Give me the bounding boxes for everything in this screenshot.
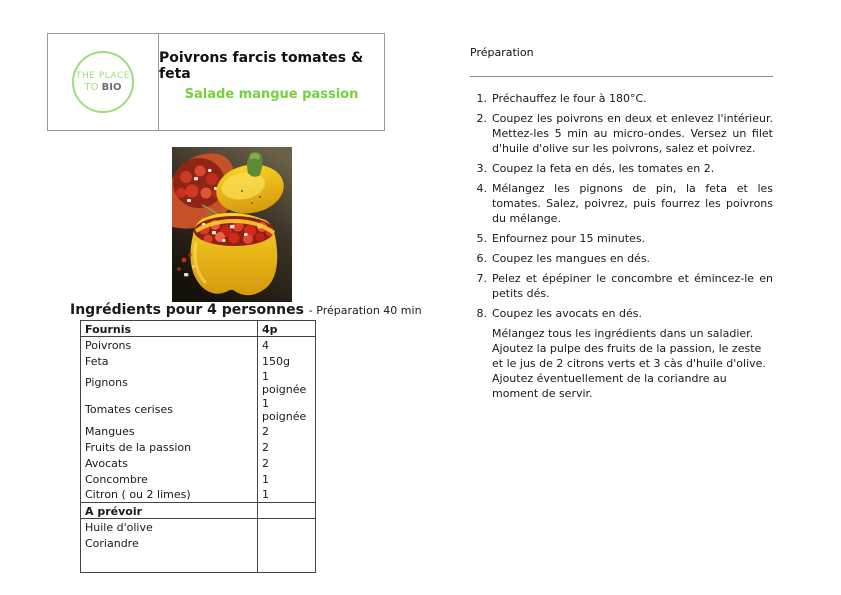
ingredients-heading xyxy=(70,302,422,318)
ingredient-name: Concombre xyxy=(81,471,258,487)
table-row xyxy=(81,423,316,439)
preparation-step xyxy=(470,91,773,106)
step-number: 7. xyxy=(476,272,487,285)
table-row xyxy=(81,471,316,487)
ingredients-table xyxy=(80,320,316,573)
ingredient-name: Fruits de la passion xyxy=(81,439,258,455)
step-number: 5. xyxy=(476,232,487,245)
preparation-closing-paragraph: Mélangez tous les ingrédients dans un saladier. Ajoutez la pulpe des fruits de la passion, le zeste et le jus de 2 citrons verts et 3 càs d'huile d'olive. Ajoutez éventuellement de la coriandre au moment de servir. xyxy=(492,327,766,400)
ingredients-heading-main: Ingrédients pour 4 personnes xyxy=(70,302,309,318)
ingredient-qty: 2 xyxy=(262,424,270,438)
ingredient-name: Avocats xyxy=(81,455,258,471)
section-header-qty xyxy=(258,503,316,519)
preparation-step xyxy=(470,161,773,176)
preparation-steps xyxy=(470,91,773,321)
preparation-step xyxy=(470,181,773,226)
ingredient-qty xyxy=(258,519,316,535)
section-header-name: A prévoir xyxy=(81,503,258,519)
step-text: Préchauffez le four à 180°C. xyxy=(492,92,647,105)
table-row xyxy=(81,353,316,369)
ingredient-qty: 2 xyxy=(262,440,270,454)
table-row xyxy=(81,396,316,423)
table-row xyxy=(81,519,316,535)
step-text: Enfournez pour 15 minutes. xyxy=(492,232,646,245)
step-number: 6. xyxy=(476,252,487,265)
logo-text-line2 xyxy=(84,82,121,93)
logo-text-line1: THE PLACE xyxy=(76,71,130,81)
preparation-divider xyxy=(470,76,773,77)
table-header-name: Fournis xyxy=(81,321,258,337)
the-place-to-bio-logo xyxy=(72,51,134,113)
step-number: 3. xyxy=(476,162,487,175)
step-text: Coupez les poivrons en deux et enlevez l'intérieur. Mettez-les 5 min au micro-ondes. Versez un filet d'huile d'olive sur les poivrons, salez et poivrez. xyxy=(492,112,773,155)
step-text: Coupez la feta en dés, les tomates en 2. xyxy=(492,162,715,175)
table-row xyxy=(81,535,316,551)
ingredient-qty: 1 xyxy=(262,488,270,502)
step-number: 8. xyxy=(476,307,487,320)
step-text: Mélangez les pignons de pin, la feta et les tomates. Salez, poivrez, puis fourrez les poivrons du mélange. xyxy=(492,182,773,225)
logo-text-to: TO xyxy=(84,82,99,93)
table-row xyxy=(81,337,316,353)
ingredient-qty: 1 poignée xyxy=(262,369,307,396)
ingredients-heading-suffix: - Préparation 40 min xyxy=(308,304,422,317)
ingredient-name: Pignons xyxy=(81,369,258,396)
table-row xyxy=(81,455,316,471)
preparation-heading: Préparation xyxy=(470,46,534,59)
preparation-step xyxy=(470,111,773,156)
table-row xyxy=(81,487,316,503)
step-number: 4. xyxy=(476,182,487,195)
table-row xyxy=(81,369,316,396)
table-section-row xyxy=(81,503,316,519)
ingredient-qty: 4 xyxy=(262,338,270,352)
recipe-subtitle: Salade mangue passion xyxy=(184,87,359,102)
stuffed-peppers-illustration xyxy=(172,147,292,302)
table-header-row xyxy=(81,321,316,337)
ingredient-qty: 1 xyxy=(262,472,270,486)
table-row xyxy=(81,439,316,455)
recipe-title: Poivrons farcis tomates & feta xyxy=(159,50,364,82)
step-text: Coupez les mangues en dés. xyxy=(492,252,651,265)
preparation-section xyxy=(470,46,773,401)
step-text: Coupez les avocats en dés. xyxy=(492,307,642,320)
title-cell xyxy=(159,34,384,130)
ingredient-name: Citron ( ou 2 limes) xyxy=(81,487,258,503)
ingredient-qty: 150g xyxy=(262,354,291,368)
ingredient-qty xyxy=(258,535,316,551)
step-number: 2. xyxy=(476,112,487,125)
recipe-header-box xyxy=(47,33,385,131)
stuffed-peppers-photo xyxy=(172,147,292,302)
preparation-step xyxy=(470,271,773,301)
ingredient-name: Tomates cerises xyxy=(81,396,258,423)
table-header-qty: 4p xyxy=(258,321,316,337)
ingredient-name: Feta xyxy=(81,353,258,369)
preparation-step xyxy=(470,251,773,266)
ingredient-qty: 2 xyxy=(262,456,270,470)
ingredient-name: Mangues xyxy=(81,423,258,439)
logo-cell xyxy=(48,34,159,130)
step-number: 1. xyxy=(476,92,487,105)
logo-text-bio: BIO xyxy=(101,82,122,93)
ingredient-qty: 1 poignée xyxy=(262,396,307,423)
preparation-step xyxy=(470,231,773,246)
ingredient-name: Poivrons xyxy=(81,337,258,353)
ingredient-name: Huile d'olive xyxy=(81,519,258,535)
table-empty-row xyxy=(81,551,316,573)
preparation-step xyxy=(470,306,773,321)
ingredient-name: Coriandre xyxy=(81,535,258,551)
step-text: Pelez et épépiner le concombre et émincez-le en petits dés. xyxy=(492,272,773,300)
